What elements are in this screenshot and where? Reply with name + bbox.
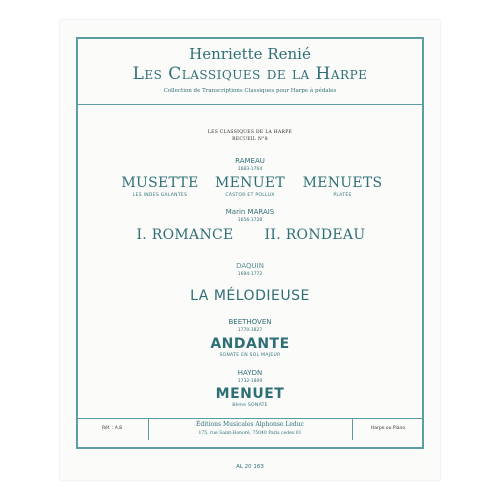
composer-marais: Marin MARAIS — [225, 208, 275, 216]
dates-beethoven: 1770-1827 — [237, 328, 263, 333]
publisher-name: Éditions Musicales Alphonse Leduc — [196, 421, 304, 428]
dates-daquin: 1694-1772 — [237, 272, 263, 277]
dates-marais: 1656-1728 — [237, 218, 263, 223]
title-musette: MUSETTE — [121, 175, 199, 191]
subtitle-castor-et-pollux: CASTOR ET POLLUX — [225, 193, 275, 198]
title-menuets-platee: MENUETS — [302, 175, 383, 191]
recueil-heading: LES CLASSIQUES DE LA HARPE — [207, 130, 293, 135]
dates-rameau: 1683-1764 — [237, 167, 263, 172]
composer-rameau: RAMEAU — [235, 157, 265, 165]
reference-code: Réf. : A.8 — [101, 426, 123, 431]
subtitle-8eme-sonate: 8ème SONATE — [232, 403, 268, 408]
series-title: Les Classiques de la Harpe — [132, 64, 368, 84]
title-menuet-haydn: MENUET — [215, 386, 285, 402]
plate-number: AL 20 163 — [236, 464, 264, 470]
title-menuet-castor: MENUET — [215, 175, 285, 191]
composer-daquin: DAQUIN — [236, 262, 264, 270]
title-andante: ANDANTE — [210, 336, 290, 352]
dates-haydn: 1732-1809 — [237, 379, 263, 384]
header-divider — [76, 104, 424, 105]
subtitle-les-indes-galantes: LES INDES GALANTES — [132, 193, 188, 198]
composer-beethoven: BEETHOVEN — [228, 318, 272, 326]
title-rondeau: II. RONDEAU — [264, 227, 366, 243]
subtitle-platee: PLATÉE — [333, 193, 352, 198]
subtitle-sonate-sol-majeur: SONATE EN SOL MAJEUR — [219, 353, 281, 358]
publisher-address: 175, rue Saint-Honoré, 75040 Paris cedex 01 — [198, 431, 302, 436]
title-la-melodieuse: LA MÉLODIEUSE — [190, 288, 310, 304]
recueil-number: RECUEIL N°8 — [232, 137, 268, 142]
author-name: Henriette Renié — [189, 45, 311, 63]
instrumentation: Harpe ou Piano — [370, 426, 406, 431]
collection-subtitle: Collection de Transcriptions Classiques pour Harpe à pédales — [163, 88, 337, 94]
title-romance: I. ROMANCE — [136, 227, 234, 243]
composer-haydn: HAYDN — [237, 369, 263, 377]
